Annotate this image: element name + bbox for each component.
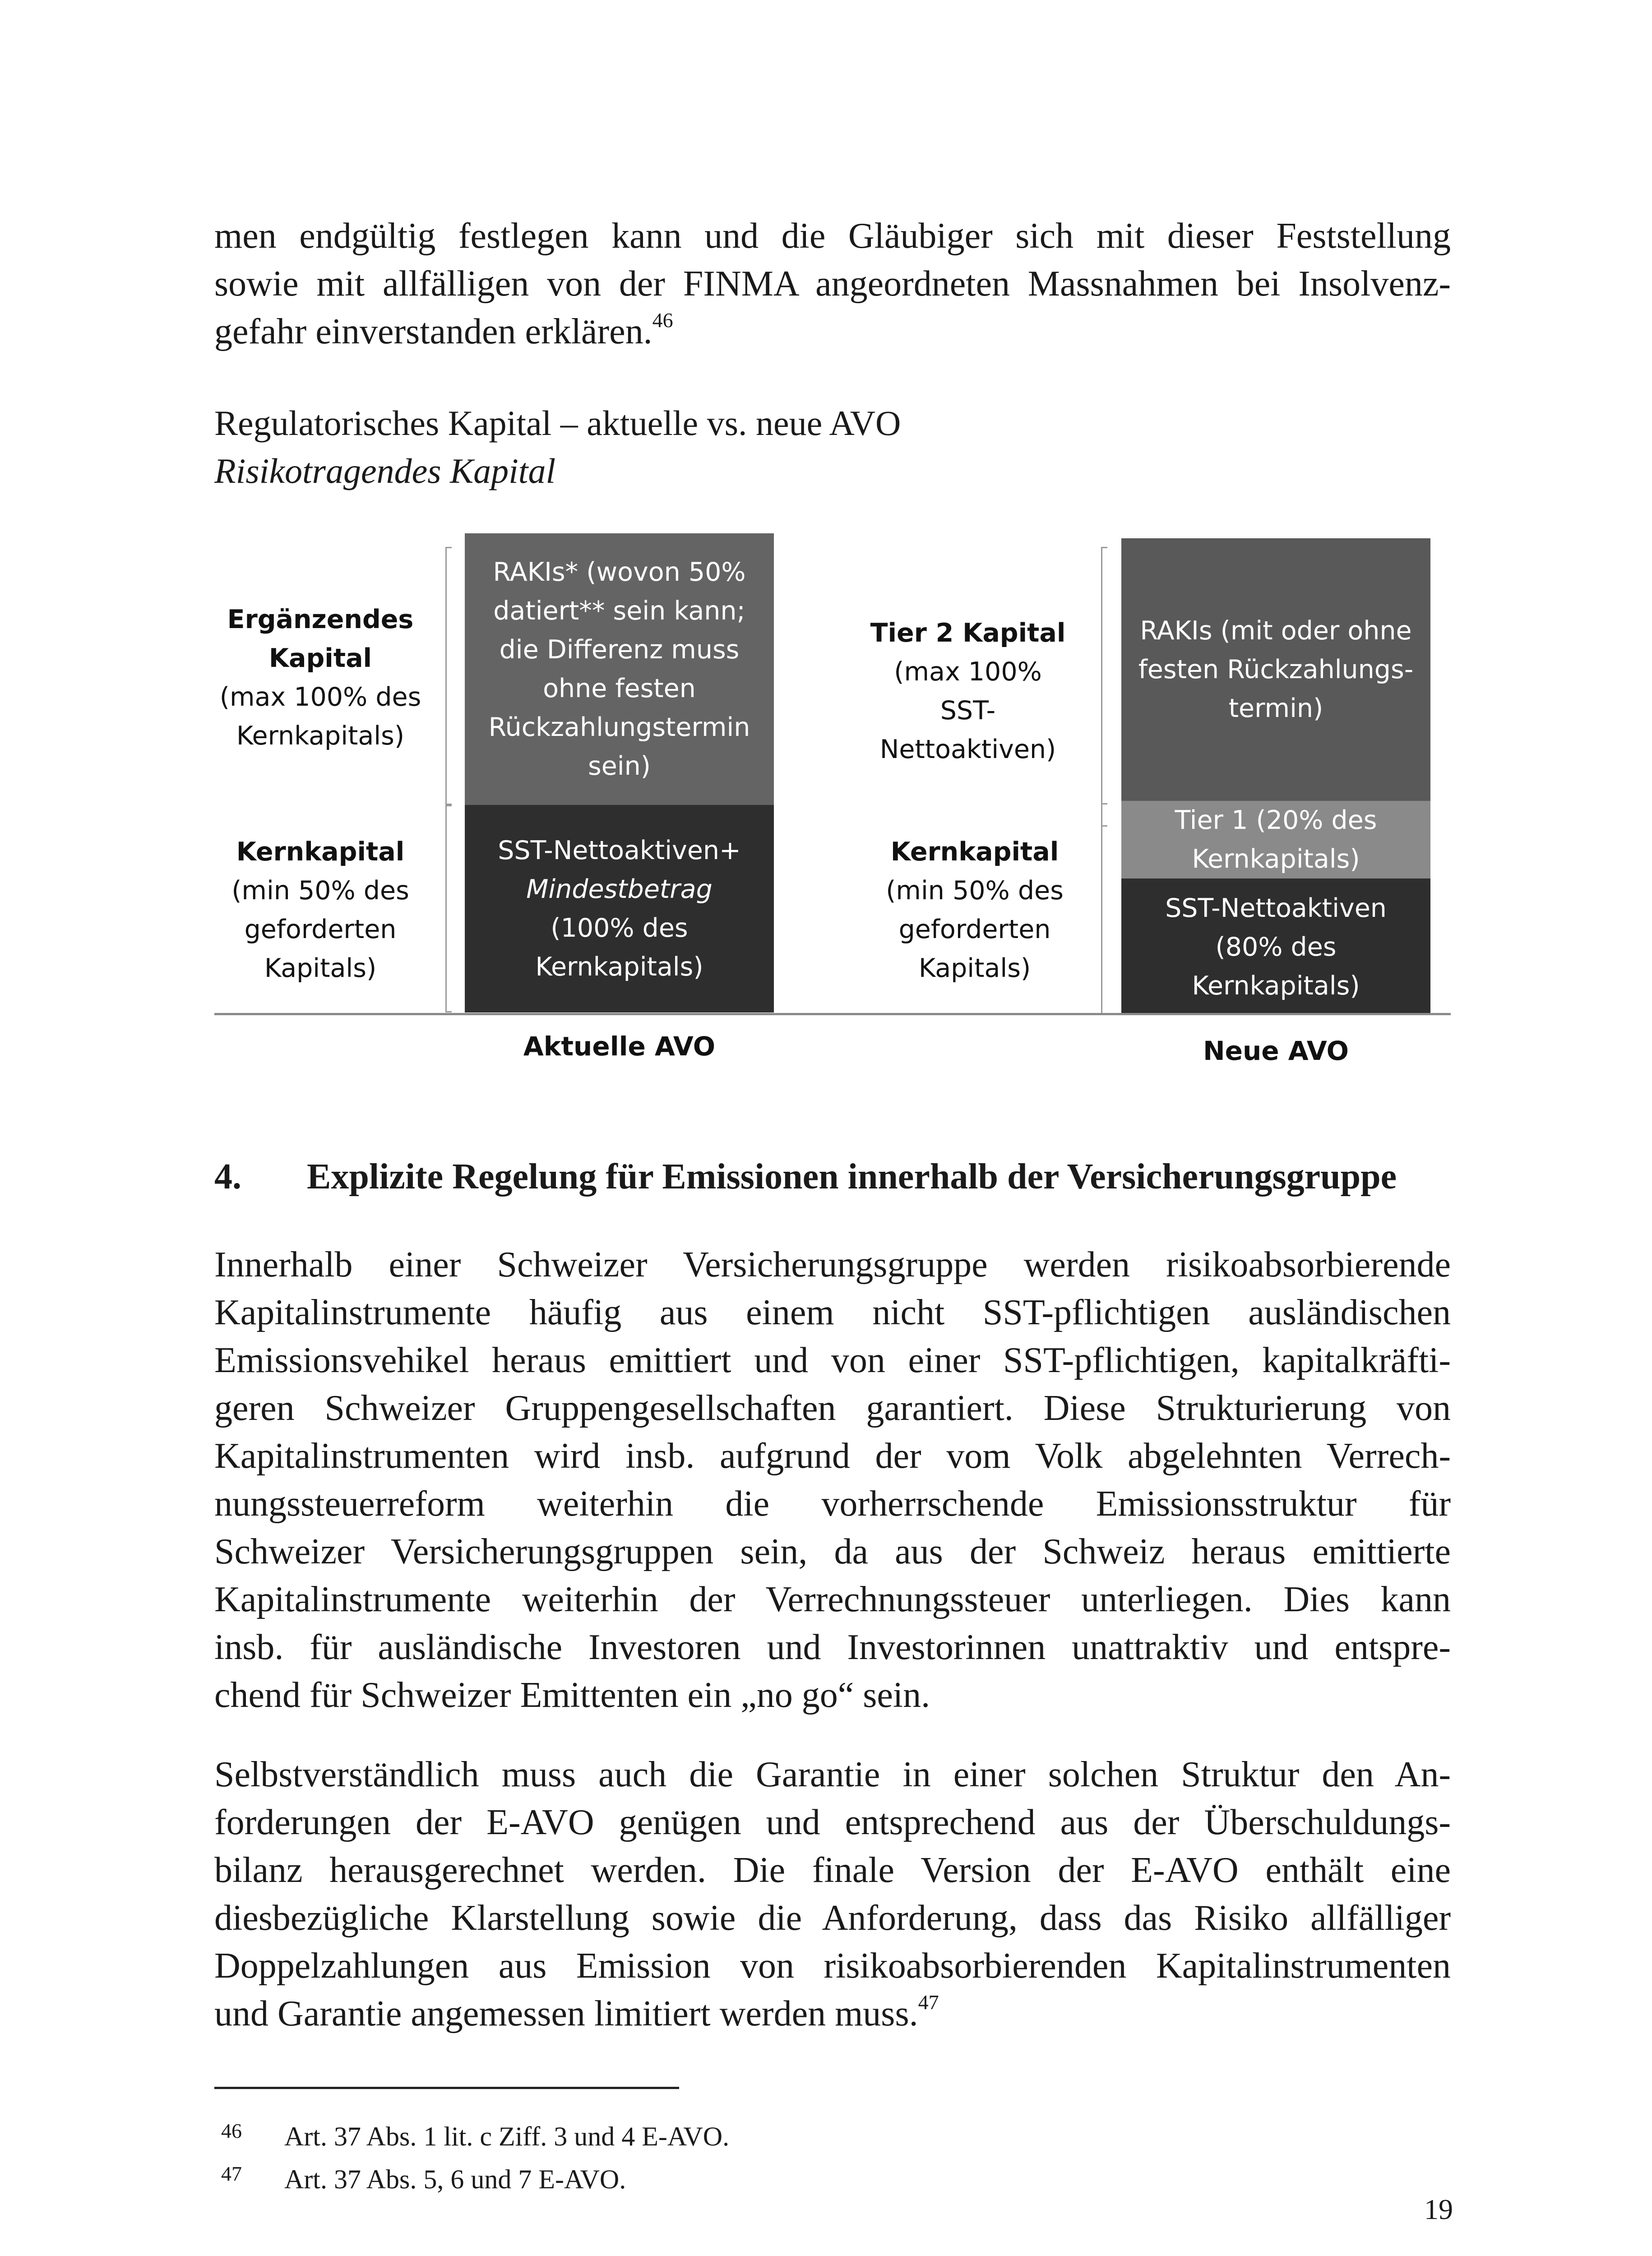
paragraph-1-line: Kapitalinstrumente häufig aus einem nicht SST-pflichtigen ausländischen xyxy=(214,1293,1451,1332)
footnote-46-text: Art. 37 Abs. 1 lit. c Ziff. 3 und 4 E-AVO. xyxy=(284,2122,730,2151)
figure-caption xyxy=(214,399,1451,495)
right-label-tier2-desc: (max 100% SST-Nettoaktiven) xyxy=(879,657,1056,764)
right-block-rakis xyxy=(1121,538,1430,801)
figure-title: Regulatorisches Kapital – aktuelle vs. neue AVO xyxy=(214,403,901,443)
paragraph-1-line: Kapitalinstrumenten wird insb. aufgrund der vom Volk abgelehnten Verrech- xyxy=(214,1436,1451,1476)
top-paragraph-line-3: gefahr einverstanden erklären.$^{46}$ xyxy=(214,309,673,351)
paragraph-1-line: Emissionsvehikel heraus emittiert und von einer SST-pflichtigen, kapitalkräfti- xyxy=(214,1341,1451,1380)
left-block-rakis-text: RAKIs* (wovon 50% datiert** sein kann; die Differenz muss ohne festen Rückzahlungstermin sein) xyxy=(488,557,750,781)
left-lower-bracket xyxy=(445,805,452,1012)
right-lower-bracket xyxy=(1101,803,1107,1015)
right-upper-bracket xyxy=(1101,547,1107,827)
left-label-core-title: Kernkapital xyxy=(236,837,405,867)
paragraph-2-last-line: und Garantie angemessen limitiert werden muss.$^{47}$ xyxy=(214,1991,939,2034)
right-label-core-title: Kernkapital xyxy=(890,837,1059,867)
right-block-net-assets xyxy=(1121,878,1430,1015)
paragraph-1-line: geren Schweizer Gruppengesellschaften garantiert. Diese Strukturierung von xyxy=(214,1388,1451,1428)
right-label-core-capital xyxy=(878,832,1072,988)
right-block-rakis-text: RAKIs (mit oder ohne festen Rückzahlungs-termin) xyxy=(1138,616,1414,723)
top-paragraph xyxy=(214,212,1451,356)
left-label-supplementary-title: Ergänzendes Kapital xyxy=(227,605,414,673)
paragraph-2-line: Doppelzahlungen aus Emission von risikoabsorbierenden Kapitalinstrumenten xyxy=(214,1946,1451,1986)
page-number: 19 xyxy=(1424,2193,1453,2225)
paragraph-2-line: forderungen der E-AVO genügen und entsprechend aus der Überschuldungs- xyxy=(214,1803,1451,1842)
top-paragraph-line-1: men endgültig festlegen kann und die Gläubiger sich mit dieser Feststellung xyxy=(214,216,1451,256)
figure-subtitle: Risikotragendes Kapital xyxy=(214,451,556,490)
capital-comparison-figure xyxy=(214,523,1451,1087)
paragraph-1-line: chend für Schweizer Emittenten ein „no go“ sein. xyxy=(214,1675,930,1715)
paragraph-1-line: insb. für ausländische Investoren und Investorinnen unattraktiv und entspre- xyxy=(214,1627,1451,1667)
axis-title-new: Neue AVO xyxy=(1203,1036,1349,1066)
axis-title-current: Aktuelle AVO xyxy=(523,1031,716,1062)
left-block-core-text xyxy=(474,831,765,986)
right-label-core-desc: (min 50% des geforderten Kapitals) xyxy=(886,876,1064,983)
paragraph-2 xyxy=(214,1751,1451,2038)
left-block-core-line-2: Mindestbetrag xyxy=(526,874,713,904)
section-number: 4. xyxy=(214,1157,241,1197)
paragraph-2-line: bilanz herausgerechnet werden. Die finale Version der E-AVO enthält eine xyxy=(214,1850,1451,1890)
figure-baseline xyxy=(214,1013,1451,1015)
section-title: Explizite Regelung für Emissionen innerhalb der Versicherungsgruppe xyxy=(307,1157,1397,1197)
paragraph-1 xyxy=(214,1241,1451,1719)
left-label-core-desc: (min 50% des geforderten Kapitals) xyxy=(231,876,409,983)
footnote-47 xyxy=(221,2161,626,2197)
left-label-core-capital xyxy=(223,832,417,988)
footnote-46 xyxy=(221,2118,729,2154)
right-label-tier2 xyxy=(864,614,1072,769)
paragraph-1-line: Kapitalinstrumente weiterhin der Verrechnungssteuer unterliegen. Dies kann xyxy=(214,1580,1451,1619)
footnote-ref-46[interactable]: 46 xyxy=(652,309,673,332)
footnote-ref-47[interactable]: 47 xyxy=(918,1991,939,2014)
footnote-47-text: Art. 37 Abs. 5, 6 und 7 E-AVO. xyxy=(284,2164,626,2194)
footnote-46-number: 46 xyxy=(221,2119,242,2142)
right-label-tier2-title: Tier 2 Kapital xyxy=(870,618,1066,648)
left-label-supplementary-capital xyxy=(214,600,426,755)
footnote-47-number: 47 xyxy=(221,2162,242,2185)
right-block-net-assets-text: SST-Nettoaktiven (80% des Kernkapitals) xyxy=(1165,893,1387,1001)
paragraph-1-line: Innerhalb einer Schweizer Versicherungsgruppe werden risikoabsorbierende xyxy=(214,1245,1451,1285)
paragraph-2-line: Selbstverständlich muss auch die Garantie in einer solchen Struktur den An- xyxy=(214,1755,1451,1794)
left-upper-bracket xyxy=(445,547,452,805)
left-block-core-line-1: SST-Nettoaktiven+ xyxy=(498,836,741,865)
paragraph-1-line: Schweizer Versicherungsgruppen sein, da aus der Schweiz heraus emittierte xyxy=(214,1532,1451,1572)
footnote-separator xyxy=(214,2087,679,2089)
left-label-supplementary-desc: (max 100% des Kernkapitals) xyxy=(219,682,421,751)
right-block-tier1 xyxy=(1121,801,1430,878)
section-heading xyxy=(214,1153,1460,1201)
left-block-core xyxy=(465,805,774,1012)
paragraph-1-line: nungssteuerreform weiterhin die vorherrschende Emissionsstruktur für xyxy=(214,1484,1451,1524)
right-block-tier1-text: Tier 1 (20% des Kernkapitals) xyxy=(1175,805,1377,874)
top-paragraph-line-2: sowie mit allfälligen von der FINMA angeordneten Massnahmen bei Insolvenz- xyxy=(214,264,1451,304)
paragraph-2-line: diesbezügliche Klarstellung sowie die Anforderung, dass das Risiko allfälliger xyxy=(214,1898,1451,1938)
left-block-core-line-3: (100% des Kernkapitals) xyxy=(535,913,703,982)
left-block-rakis xyxy=(465,533,774,805)
